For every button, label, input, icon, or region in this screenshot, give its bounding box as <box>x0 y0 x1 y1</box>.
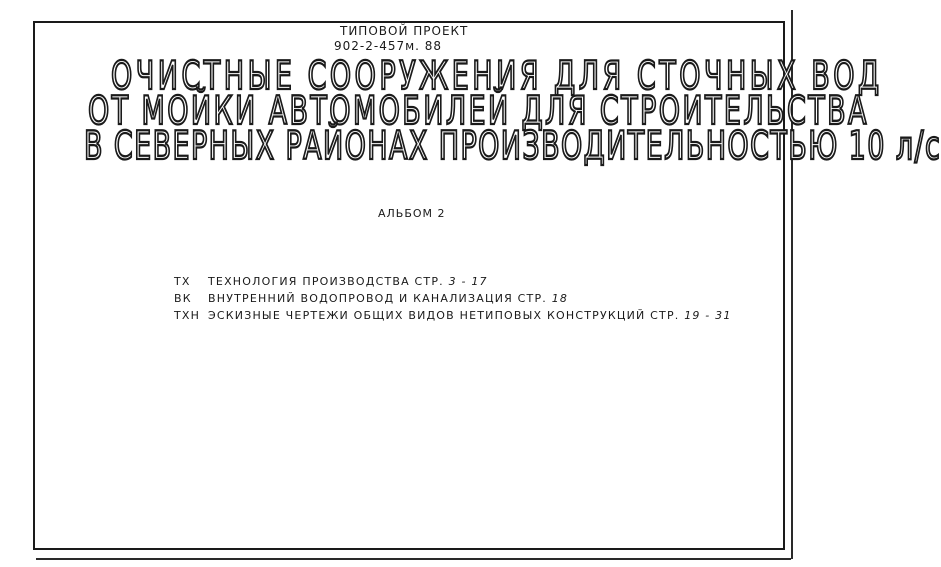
contents-code: ТХН <box>174 309 201 322</box>
contents-row <box>174 275 488 288</box>
title-line-3: В СЕВЕРНЫХ РАЙОНАХ ПРОИЗВОДИТЕЛЬНОСТЬЮ 10 л/с <box>84 124 941 170</box>
contents-pages: 18 <box>551 292 569 305</box>
contents-row <box>174 309 732 322</box>
contents-text: ЭСКИЗНЫЕ ЧЕРТЕЖИ ОБЩИХ ВИДОВ НЕТИПОВЫХ КОНСТРУКЦИЙ СТР. <box>208 309 680 322</box>
contents-pages: 3 - 17 <box>448 275 488 288</box>
contents-text: ТЕХНОЛОГИЯ ПРОИЗВОДСТВА СТР. <box>208 275 444 288</box>
contents-code: ТХ <box>174 275 191 288</box>
contents-code: ВК <box>174 292 192 305</box>
project-number: 902-2-457м. 88 <box>334 39 443 53</box>
title-line-1: ОЧИСТНЫЕ СООРУЖЕНИЯ ДЛЯ СТОЧНЫХ ВОД <box>111 54 883 100</box>
sheet-edge-bottom <box>36 558 791 560</box>
contents-row <box>174 292 568 305</box>
contents-text: ВНУТРЕННИЙ ВОДОПРОВОД И КАНАЛИЗАЦИЯ СТР. <box>208 292 548 305</box>
album-label: АЛЬБОМ 2 <box>378 207 446 220</box>
title-line-2: ОТ МОЙКИ АВТОМОБИЛЕЙ ДЛЯ СТРОИТЕЛЬСТВА <box>88 89 869 135</box>
contents-pages: 19 - 31 <box>684 309 732 322</box>
project-type: ТИПОВОЙ ПРОЕКТ <box>340 24 469 38</box>
